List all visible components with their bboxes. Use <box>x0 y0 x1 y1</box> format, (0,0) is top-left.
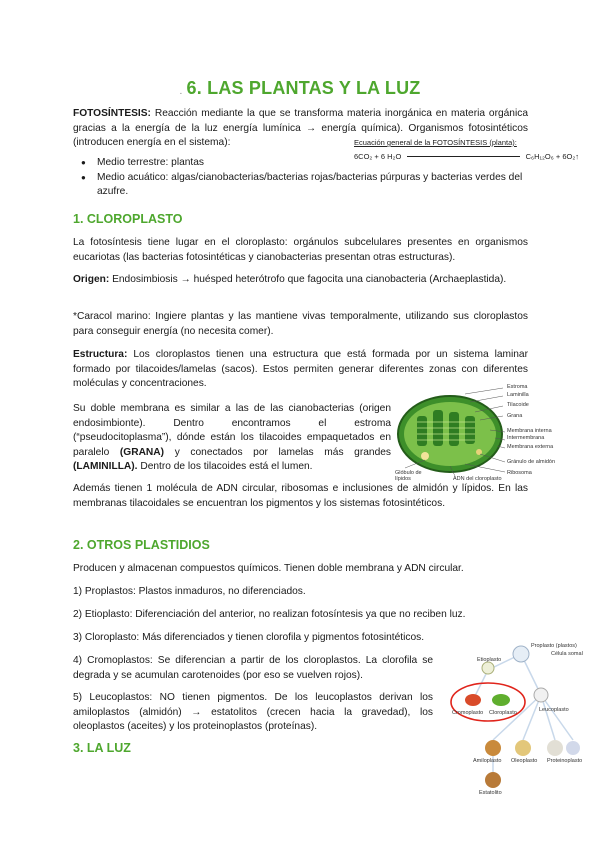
equation-right: C₆H₁₂O₆ + 6O₂↑ <box>525 152 579 161</box>
intro-text: Reacción mediante la que se transforma materia inorgánica en materia orgánica gracias a la energía de la luz energía lumínica → energía química). Organismos fotosintéticos (introducen energía en el sistema): <box>73 108 528 149</box>
chloroplast-diagram <box>395 384 580 482</box>
estructura-text: Los cloroplastos tienen una estructura que está formada por un sistema laminar formado por tilacoides/lamelas (sacos). Estos permiten generar diferentes zonas con diferentes moléculas y concentraciones. <box>73 349 528 390</box>
page-title: . 6. LAS PLANTAS Y LA LUZ <box>179 78 421 98</box>
equation-label: Ecuación general de la FOTOSÍNTESIS (planta): <box>354 138 517 147</box>
page-title-text: 6. LAS PLANTAS Y LA LUZ <box>186 78 421 98</box>
intro-term: FOTOSÍNTESIS: <box>73 108 151 119</box>
plastid-item: 3) Cloroplasto: Más diferenciados y tienen clorofila y pigmentos fotosintéticos. <box>73 632 425 643</box>
laminilla-term: (LAMINILLA). <box>73 461 138 473</box>
membrana-text-c: Dentro de los tilacoides está el lumen. <box>137 461 313 473</box>
label-proplasto: Proplasto (plastos) <box>531 643 577 649</box>
plastid-item: 1) Proplastos: Plastos inmaduros, no diferenciados. <box>73 586 306 597</box>
plastid-diagram <box>443 640 593 800</box>
plastid-item: 5) Leucoplastos: NO tienen pigmentos. De los leucoplastos derivan los amiloplastos (almidón) → estatolitos (crecen hacia la gravedad), los oleoplastos (aceites) y los proteinoplastos (proteínas). <box>73 692 433 733</box>
list-item: ● Medio acuático: algas/cianobacterias/bacterias rojas/bacterias púrpuras y bacterias verdes del azufre. <box>73 171 528 200</box>
section-heading-la-luz: 3. LA LUZ <box>73 741 131 755</box>
label-amiloplasto: Amiloplasto <box>473 758 502 764</box>
label-cloroplasto: Cloroplasto <box>489 710 517 716</box>
adn-paragraph: Además tienen 1 molécula de ADN circular, ribosomas e inclusiones de almidón y lípidos. En las membranas tilacoidales se encuentran los pigmentos y los sistemas fotosintéticos. <box>73 483 528 509</box>
label-ribosoma: Ribosoma <box>507 470 532 476</box>
label-adn-cloroplasto: ADN del cloroplasto <box>453 476 502 482</box>
section-heading-cloroplasto: 1. CLOROPLASTO <box>73 212 183 226</box>
caracol-paragraph: *Caracol marino: Ingiere plantas y las mantiene vivas temporalmente, utilizando sus cloroplastos para conseguir energía (no necesita comer). <box>73 311 528 337</box>
equation-left: 6CO₂ + 6 H₂O <box>354 152 402 161</box>
organism-list <box>73 156 528 200</box>
plastid-item: 4) Cromoplastos: Se diferencian a partir de los cloroplastos. La clorofila se degrada y se acumulan carotenoides (por eso se vuelven rojos). <box>73 655 433 681</box>
label-granulo-almidon: Gránulo de almidón <box>507 459 556 465</box>
membrana-text-a: Su doble membrana es similar a las de las cianobacterias (origen endosimbionte). Dentro encontramos el estroma (“pseudocitoplasma”), dónde están los tilacoides empaquetados en paralelo <box>73 403 391 458</box>
plastid-illustration <box>443 640 593 800</box>
label-estatolito: Estatolito <box>479 790 502 796</box>
label-leucoplasto: Leucoplasto <box>539 707 569 713</box>
origen-paragraph <box>73 273 528 288</box>
list-item: ● Medio terrestre: plantas <box>73 156 342 171</box>
label-globulo-lipidos: Glóbulo de lípidos <box>395 470 422 482</box>
plastidios-intro: Producen y almacenan compuestos químicos. Tienen doble membrana y ADN circular. <box>73 563 464 574</box>
label-etioplasto: Etioplasto <box>477 657 502 663</box>
section-heading-otros-plastidios: 2. OTROS PLASTIDIOS <box>73 538 210 552</box>
cloroplasto-paragraph: La fotosíntesis tiene lugar en el cloroplasto: orgánulos subcelulares presentes en organismos eucariotas (las bacterias fotosintéticas y cianobacterias presentan otras estructuras). <box>73 237 528 263</box>
label-grana: Grana <box>507 413 523 419</box>
plastid-item: 2) Etioplasto: Diferenciación del anterior, no realizan fotosíntesis ya que no reciben luz. <box>73 609 466 620</box>
label-proteinoplasto: Proteinoplasto <box>547 758 583 764</box>
chloroplast-illustration <box>395 384 580 482</box>
origen-text: Endosimbiosis → huésped heterótrofo que fagocita una cianobacteria (Archaeplastida). <box>109 274 507 285</box>
origen-term: Origen: <box>73 274 110 285</box>
label-tilacoide: Tilacoide <box>507 402 529 408</box>
label-membrana-externa: Membrana externa <box>507 444 554 450</box>
label-membrana-interna: Membrana interna <box>507 428 552 434</box>
label-estroma: Estroma <box>507 384 528 390</box>
label-oleoplasto: Oleoplasto <box>511 758 538 764</box>
label-proplasto-sub: Célula somal <box>551 651 583 657</box>
label-intermembrana: Intermembrana <box>507 435 545 441</box>
label-cromoplasto: Cromoplasto <box>452 710 484 716</box>
grana-term: (GRANA) <box>119 446 165 458</box>
membrana-paragraph <box>73 402 391 475</box>
label-laminilla: Laminilla <box>507 392 529 398</box>
membrana-text-b: y conectados por lamelas más grandes <box>164 446 391 458</box>
estructura-term: Estructura: <box>73 349 128 360</box>
